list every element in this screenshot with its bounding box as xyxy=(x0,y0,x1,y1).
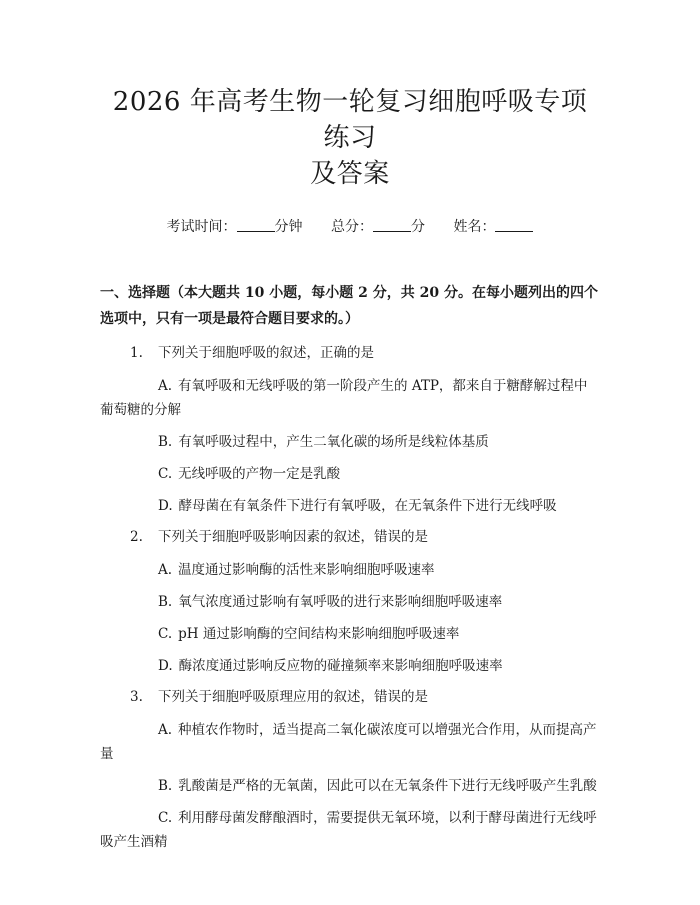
total-score xyxy=(331,216,425,238)
option-b xyxy=(100,590,600,614)
total-score-label: 总分： xyxy=(331,219,373,235)
option-letter: A. xyxy=(158,722,173,738)
option-letter: D. xyxy=(158,498,173,514)
option-letter: B. xyxy=(158,778,173,794)
total-score-blank xyxy=(373,217,411,232)
question-1 xyxy=(100,342,600,518)
option-text: 有氧呼吸过程中，产生二氧化碳的场所是线粒体基质 xyxy=(178,434,489,450)
exam-time xyxy=(167,216,303,238)
question-stem xyxy=(100,526,600,548)
exam-time-blank xyxy=(237,217,275,232)
option-text: 温度通过影响酶的活性来影响细胞呼吸速率 xyxy=(178,562,435,578)
option-letter: A. xyxy=(158,378,173,394)
option-c xyxy=(100,806,600,854)
question-number: 2. xyxy=(130,529,143,545)
exam-time-unit: 分钟 xyxy=(274,219,303,235)
option-b xyxy=(100,774,600,798)
option-c xyxy=(100,622,600,646)
option-letter: C. xyxy=(158,626,173,642)
question-number: 3. xyxy=(130,689,143,705)
option-a xyxy=(100,718,600,766)
question-text: 下列关于细胞呼吸原理应用的叙述，错误的是 xyxy=(158,689,428,705)
option-c xyxy=(100,462,600,486)
question-stem xyxy=(100,686,600,708)
question-stem xyxy=(100,342,600,364)
question-list xyxy=(100,342,600,854)
student-name-blank xyxy=(495,217,533,232)
title-line-1: 2026 年高考生物一轮复习细胞呼吸专项练习 xyxy=(112,87,588,153)
title-line-2: 及答案 xyxy=(310,159,390,189)
option-text: 酵母菌在有氧条件下进行有氧呼吸，在无氧条件下进行无线呼吸 xyxy=(178,498,557,514)
section-heading: 一、选择题（本大题共 10 小题，每小题 2 分，共 20 分。在每小题列出的四个选项中，只有一项是最符合题目要求的。） xyxy=(100,285,598,327)
option-text: 酶浓度通过影响反应物的碰撞频率来影响细胞呼吸速率 xyxy=(178,658,503,674)
question-text: 下列关于细胞呼吸影响因素的叙述，错误的是 xyxy=(158,529,428,545)
option-letter: C. xyxy=(158,810,173,826)
option-text: 氧气浓度通过影响有氧呼吸的进行来影响细胞呼吸速率 xyxy=(178,594,503,610)
question-text: 下列关于细胞呼吸的叙述，正确的是 xyxy=(158,345,374,361)
question-3 xyxy=(100,686,600,854)
option-text: 利用酵母菌发酵酿酒时，需要提供无氧环境，以利于酵母菌进行无线呼吸产生酒精 xyxy=(100,810,597,850)
option-d xyxy=(100,654,600,678)
option-b xyxy=(100,430,600,454)
option-text: 种植农作物时，适当提高二氧化碳浓度可以增强光合作用，从而提高产量 xyxy=(100,722,597,762)
option-a xyxy=(100,558,600,582)
option-letter: D. xyxy=(158,658,173,674)
exam-info-bar xyxy=(100,216,600,238)
option-letter: A. xyxy=(158,562,173,578)
exam-time-label: 考试时间： xyxy=(166,219,237,235)
option-letter: C. xyxy=(158,466,173,482)
option-text: 无线呼吸的产物一定是乳酸 xyxy=(178,466,341,482)
option-a xyxy=(100,374,600,422)
option-text: 乳酸菌是严格的无氧菌，因此可以在无氧条件下进行无线呼吸产生乳酸 xyxy=(178,778,597,794)
option-text: 有氧呼吸和无线呼吸的第一阶段产生的 ATP，都来自于糖酵解过程中葡萄糖的分解 xyxy=(100,378,588,418)
question-number: 1. xyxy=(130,345,143,361)
option-d xyxy=(100,494,600,518)
total-score-unit: 分 xyxy=(411,219,425,235)
document-title xyxy=(100,0,600,192)
option-letter: B. xyxy=(158,434,173,450)
student-name xyxy=(453,216,533,238)
option-text: pH 通过影响酶的空间结构来影响细胞呼吸速率 xyxy=(178,626,460,642)
student-name-label: 姓名： xyxy=(453,219,496,235)
question-2 xyxy=(100,526,600,678)
option-letter: B. xyxy=(158,594,173,610)
